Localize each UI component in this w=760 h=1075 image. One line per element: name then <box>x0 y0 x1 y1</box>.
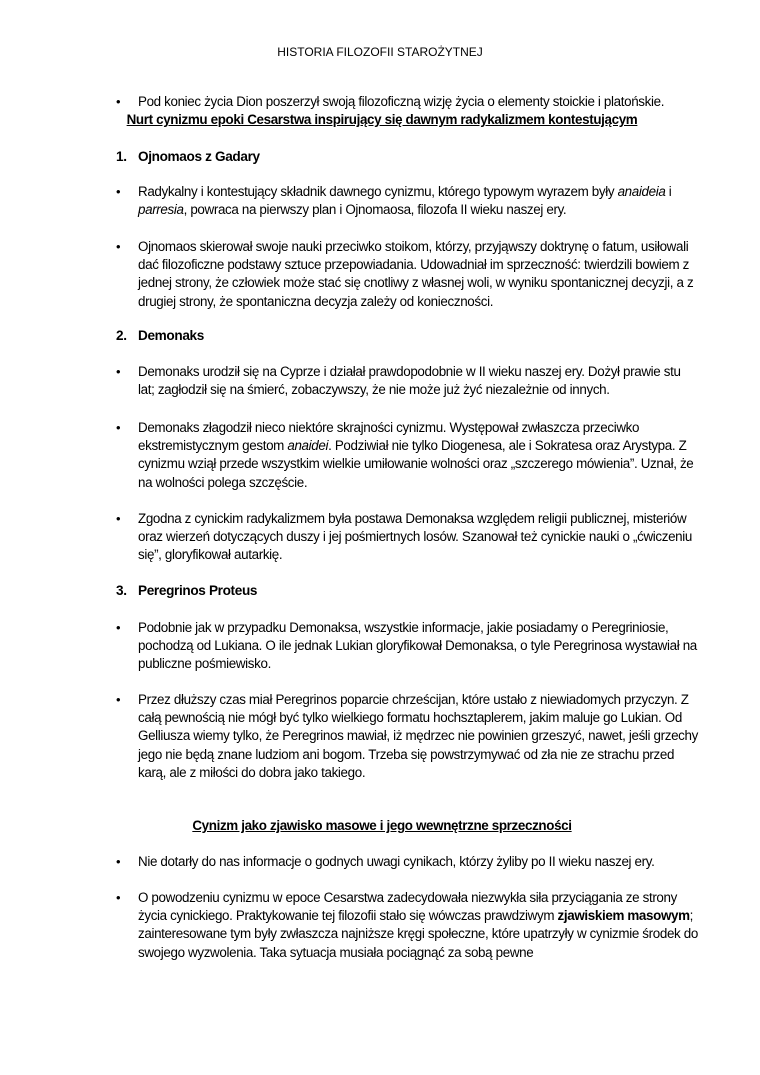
text-run: . Podziwiał nie tylko Diogenesa, ale i Sokratesa oraz Arystypa. Z cynizmu wziął przede wszystkim wielkie umiłowanie wolności oraz „szczerego mówienia”. Uznał, że na wolności polega szczęście. <box>138 438 694 490</box>
text-run: O powodzeniu cynizmu w epoce Cesarstwa zadecydowała niezwykła siła przyciągania ze strony życia cynickiego. Praktykowanie tej filozofii stało się wówczas prawdziwym <box>138 890 677 924</box>
section-title-cesarstwo: Nurt cynizmu epoki Cesarstwa inspirujący się dawnym radykalizmem kontestującym <box>126 112 638 127</box>
text-run: , powraca na pierwszy plan i Ojnomaosa, filozofa II wieku naszej ery. <box>183 202 567 218</box>
heading-demonaks <box>116 327 676 345</box>
paragraph-dion: • Pod koniec życia Dion poszerzył swoją filozoficzną wizję życia o elementy stoickie i platońskie. <box>116 93 698 111</box>
heading-ojnomaos <box>116 148 676 166</box>
paragraph-demonaks-religia: • Zgodna z cynickim radykalizmem była postawa Demonaksa względem religii publicznej, misteriów oraz wierzeń dotyczących duszy i jej pośmiertnych losów. Szanował też cynickie nauki o „ćwiczeniu się”, gloryfikował autarkię. <box>116 510 698 565</box>
paragraph-ojnomaos-stoicy: • Ojnomaos skierował swoje nauki przeciwko stoikom, którzy, przyjąwszy doktrynę o fatum, usiłowali dać filozoficzne podstawy sztuce przepowiadania. Udowadniał im sprzeczność: twierdzili bowiem z jednej strony, że człowiek może stać się cnotliwy z własnej woli, w wyniku spontanicznej decyzji, a z drugiej strony, że spontaniczna decyzja zależy od konieczności. <box>116 238 698 311</box>
paragraph-powodzenie-cynizmu <box>116 889 698 962</box>
paragraph-nie-dotarly: • Nie dotarły do nas informacje o godnych uwagi cynikach, którzy żyliby po II wieku naszej ery. <box>116 853 698 871</box>
heading-peregrinos <box>116 582 676 600</box>
text-run: Demonaks złagodził nieco niektóre skrajności cynizmu. Występował zwłaszcza przeciwko ekstremistycznym gestom <box>138 420 640 454</box>
paragraph-demonaks-cypr: • Demonaks urodził się na Cyprze i działał prawdopodobnie w II wieku naszej ery. Dożył prawie stu lat; zagłodził się na śmierć, zobaczywszy, że nie może już żyć niezależnie od innych. <box>116 363 698 399</box>
heading-number: 2. <box>116 328 127 343</box>
bold-term: zjawiskiem masowym <box>557 908 690 924</box>
heading-number: 1. <box>116 149 127 164</box>
page-header: HISTORIA FILOZOFII STAROŻYTNEJ <box>277 45 483 59</box>
paragraph-radykalny <box>116 183 698 219</box>
paragraph-peregrinos-lukian: • Podobnie jak w przypadku Demonaksa, wszystkie informacje, jakie posiadamy o Peregriniosie, pochodzą od Lukiana. O ile jednak Lukian gloryfikował Demonaksa, o tyle Peregrinosa wystawiał na publiczne pośmiewisko. <box>116 619 698 674</box>
section-title-zjawisko-masowe: Cynizm jako zjawisko masowe i jego wewnętrzne sprzeczności <box>192 818 572 833</box>
paragraph-demonaks-skrajnosci <box>116 419 698 492</box>
heading-number: 3. <box>116 583 127 598</box>
heading-text: Ojnomaos z Gadary <box>138 149 260 164</box>
paragraph-peregrinos-chrzescijanie: • Przez dłuższy czas miał Peregrinos poparcie chrześcijan, które ustało z niewiadomych przyczyn. Z całą pewnością nie mógł być tylko wielkiego formatu hochsztaplerem, jakim maluje go Lukian. Od Gelliusza wiemy tylko, że Peregrinos mawiał, iż mędrzec nie powinien grzeszyć, nawet, jeśli grzechy jego nie będą znane ludziom ani bogom. Trzeba się powstrzymywać od zła nie ze strachu przed karą, ale z miłości do dobra jako takiego. <box>116 691 698 782</box>
text-run: ; zainteresowane tym były zwłaszcza najniższe kręgi społeczne, które upatrzyły w cynizmie środek do swojego wyzwolenia. Taka sytuacja musiała pociągnąć za sobą pewne <box>138 908 698 960</box>
heading-text: Peregrinos Proteus <box>138 583 258 598</box>
italic-term: parresia <box>138 202 184 218</box>
italic-term: anaidei <box>287 438 329 454</box>
text-run: Radykalny i kontestujący składnik dawnego cynizmu, którego typowym wyrazem były <box>138 184 618 199</box>
heading-text: Demonaks <box>138 328 204 343</box>
italic-term: anaideia <box>617 184 666 199</box>
text-run: i <box>665 184 672 199</box>
